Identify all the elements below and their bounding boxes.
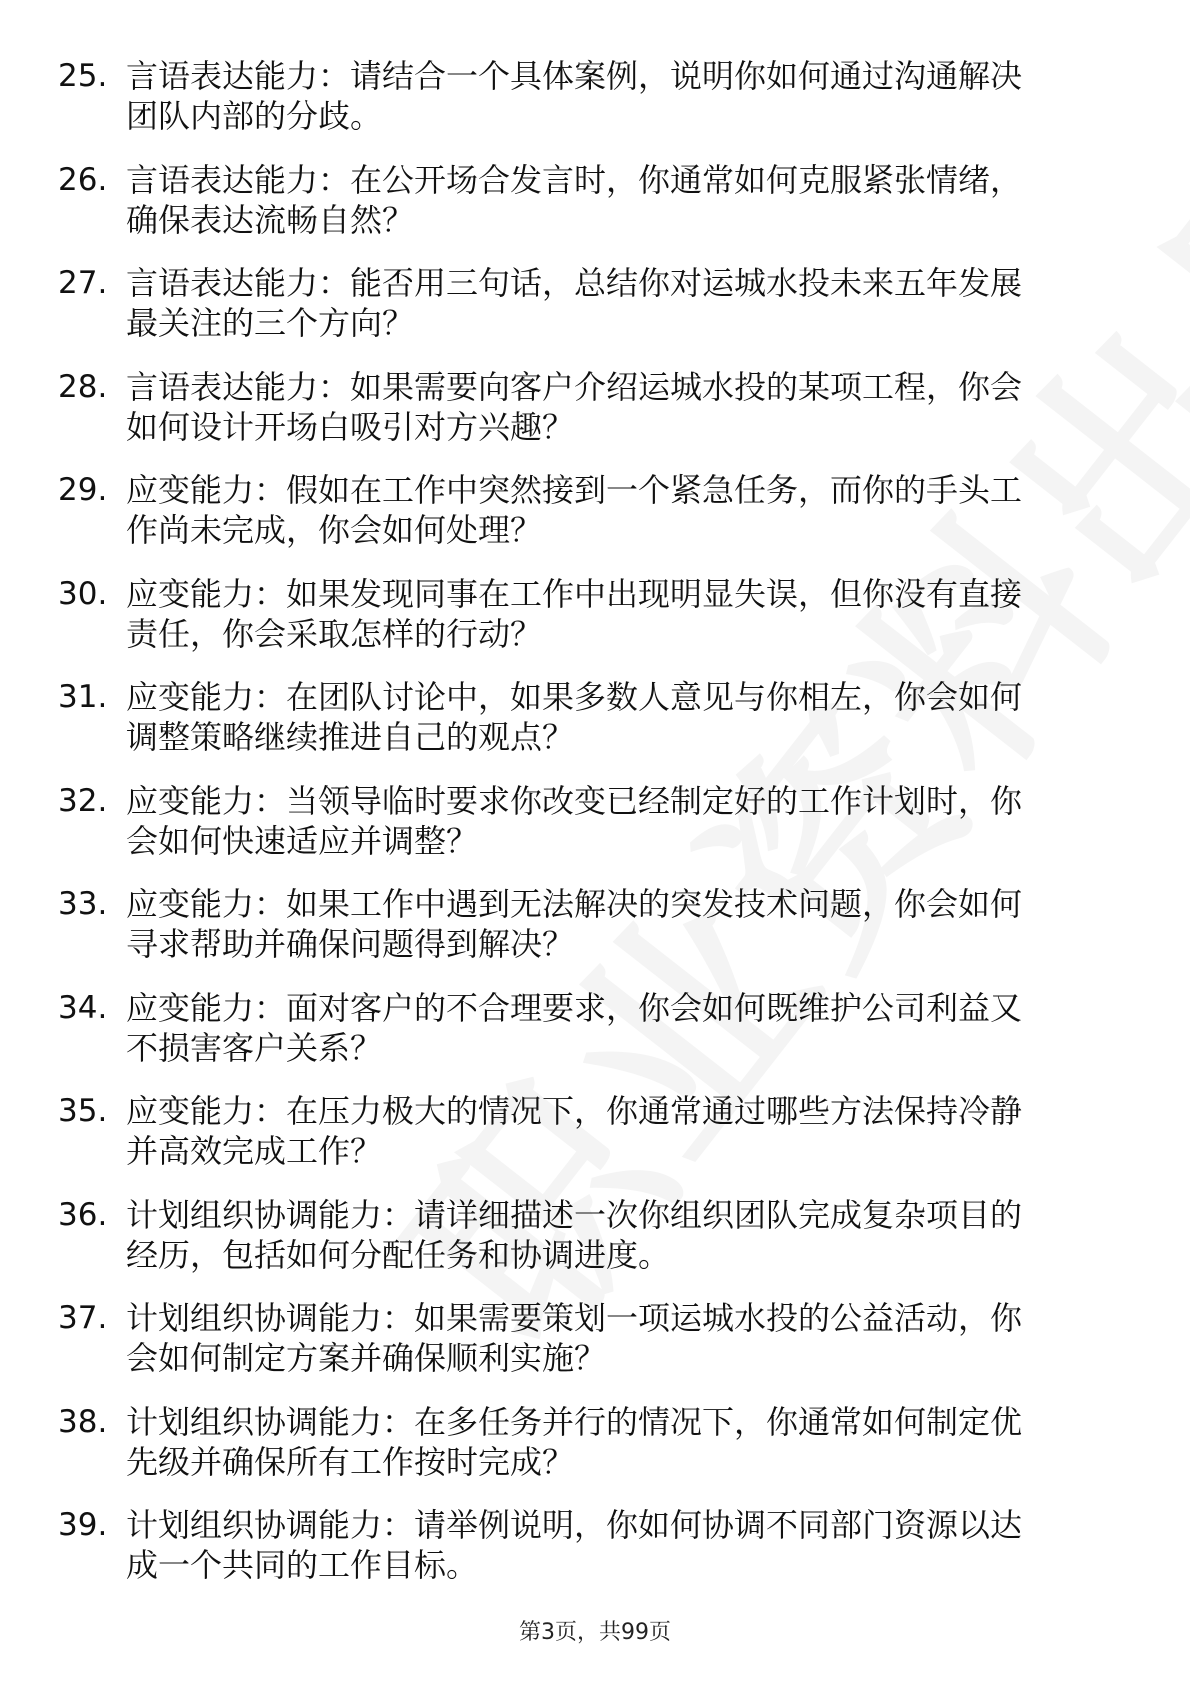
- question-line: 应变能力：如果发现同事在工作中出现明显失误，但你没有直接: [126, 574, 1023, 613]
- question-line: 应变能力：如果工作中遇到无法解决的突发技术问题，你会如何: [126, 885, 1023, 923]
- question-item: [0, 781, 1190, 885]
- question-number: 31.: [58, 679, 108, 715]
- question-item: [0, 1195, 1190, 1299]
- question-list: [0, 56, 1190, 1609]
- question-line: 并高效完成工作？: [126, 1132, 383, 1170]
- question-line: 言语表达能力：在公开场合发言时，你通常如何克服紧张情绪，: [126, 160, 1023, 199]
- question-text: [126, 884, 1106, 964]
- question-line: 作尚未完成，你会如何处理？: [126, 511, 543, 549]
- question-item: [0, 988, 1190, 1092]
- question-number: 25.: [58, 58, 108, 94]
- question-text: [126, 1402, 1106, 1482]
- question-line: 调整策略继续推进自己的观点？: [126, 718, 575, 756]
- question-line: 言语表达能力：请结合一个具体案例，说明你如何通过沟通解决: [126, 57, 1023, 95]
- question-item: [0, 1091, 1190, 1195]
- question-line: 会如何快速适应并调整？: [126, 821, 479, 860]
- question-line: 团队内部的分歧。: [126, 97, 383, 135]
- question-text: [126, 160, 1106, 240]
- question-number: 36.: [58, 1196, 108, 1233]
- question-number: 39.: [58, 1507, 108, 1543]
- question-item: [0, 160, 1190, 264]
- question-number: 29.: [58, 472, 108, 508]
- question-item: [0, 1298, 1190, 1402]
- question-line: 计划组织协调能力：请举例说明，你如何协调不同部门资源以达: [126, 1506, 1023, 1544]
- question-line: 最关注的三个方向？: [126, 304, 415, 342]
- question-item: [0, 677, 1190, 781]
- question-number: 27.: [58, 265, 108, 301]
- question-text: [126, 56, 1106, 136]
- question-text: [126, 574, 1106, 654]
- question-text: [126, 677, 1106, 757]
- question-text: [126, 367, 1106, 447]
- question-text: [126, 470, 1106, 550]
- question-item: [0, 884, 1190, 988]
- question-line: 经历，包括如何分配任务和协调进度。: [126, 1235, 671, 1274]
- question-number: 30.: [58, 575, 108, 612]
- question-line: 言语表达能力：能否用三句话，总结你对运城水投未来五年发展: [126, 264, 1023, 302]
- question-line: 计划组织协调能力：请详细描述一次你组织团队完成复杂项目的: [126, 1195, 1023, 1234]
- question-item: [0, 56, 1190, 160]
- question-line: 应变能力：在压力极大的情况下，你通常通过哪些方法保持冷静: [126, 1092, 1023, 1130]
- question-item: [0, 263, 1190, 367]
- question-line: 计划组织协调能力：在多任务并行的情况下，你通常如何制定优: [126, 1402, 1023, 1441]
- question-line: 先级并确保所有工作按时完成？: [126, 1442, 575, 1481]
- question-number: 37.: [58, 1300, 108, 1336]
- question-line: 会如何制定方案并确保顺利实施？: [126, 1339, 607, 1377]
- page-footer: [0, 1618, 1190, 1648]
- question-number: 26.: [58, 161, 108, 198]
- question-number: 33.: [58, 886, 108, 922]
- question-line: 责任，你会采取怎样的行动？: [126, 614, 543, 653]
- question-item: [0, 1402, 1190, 1506]
- question-number: 38.: [58, 1403, 108, 1440]
- question-text: [126, 1091, 1106, 1171]
- question-line: 计划组织协调能力：如果需要策划一项运城水投的公益活动，你: [126, 1299, 1023, 1337]
- question-line: 确保表达流畅自然？: [126, 200, 415, 239]
- question-line: 应变能力：在团队讨论中，如果多数人意见与你相左，你会如何: [126, 678, 1023, 716]
- question-line: 如何设计开场白吸引对方兴趣？: [126, 407, 575, 446]
- question-item: [0, 367, 1190, 471]
- question-text: [126, 1195, 1106, 1275]
- question-text: [126, 1505, 1106, 1585]
- question-item: [0, 1505, 1190, 1609]
- question-item: [0, 574, 1190, 678]
- question-line: 应变能力：面对客户的不合理要求，你会如何既维护公司利益又: [126, 988, 1023, 1027]
- question-line: 成一个共同的工作目标。: [126, 1546, 479, 1584]
- question-text: [126, 1298, 1106, 1378]
- question-number: 34.: [58, 989, 108, 1026]
- question-line: 言语表达能力：如果需要向客户介绍运城水投的某项工程，你会: [126, 367, 1023, 406]
- question-line: 应变能力：当领导临时要求你改变已经制定好的工作计划时，你: [126, 781, 1023, 820]
- question-text: [126, 988, 1106, 1068]
- question-line: 不损害客户关系？: [126, 1028, 383, 1067]
- page-number: 第3页，共99页: [519, 1620, 671, 1645]
- question-item: [0, 470, 1190, 574]
- question-number: 35.: [58, 1093, 108, 1129]
- question-text: [126, 781, 1106, 861]
- question-number: 28.: [58, 368, 108, 405]
- question-number: 32.: [58, 782, 108, 819]
- question-line: 应变能力：假如在工作中突然接到一个紧急任务，而你的手头工: [126, 471, 1023, 509]
- question-text: [126, 263, 1106, 343]
- question-line: 寻求帮助并确保问题得到解决？: [126, 925, 575, 963]
